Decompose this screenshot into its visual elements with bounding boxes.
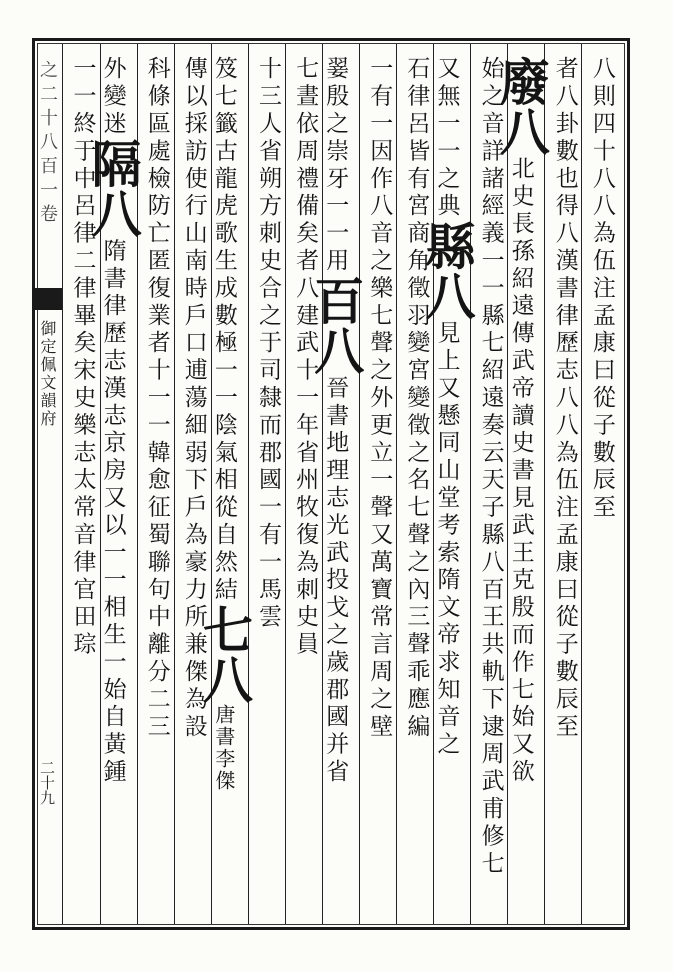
margin-book-title: 御定佩文韻府 (38, 320, 57, 428)
small-note: 唐書李傑 (211, 704, 236, 792)
text-column (138, 56, 176, 922)
text-column (194, 56, 254, 922)
headword: 隔八 (83, 138, 143, 239)
text-column (286, 56, 324, 922)
headword: 百八 (306, 275, 366, 376)
column-text: 始之音詳諸經義一一縣七紹遠奏云天子縣八百王共軌下逮周武甫修七 (477, 56, 504, 878)
text-column (583, 56, 621, 922)
column-text: 翣殷之崇牙一一用 (322, 56, 349, 276)
headword: 廢八 (491, 56, 551, 156)
column-text: 晉書地理志光武投戈之歲郡國并省 (322, 375, 349, 787)
margin-volume-label: 之二十八百一卷 (37, 60, 58, 228)
headword: 七八 (194, 604, 254, 704)
column-text: 隋書律歷志漢志京房又以一一相生一始自黃鍾 (99, 238, 126, 787)
text-column (83, 56, 143, 922)
text-column (249, 56, 287, 922)
column-text: 北史長孫紹遠傳武帝讀史書見武王克殷而作七始又欲 (507, 156, 534, 787)
text-column (472, 56, 510, 922)
text-column (360, 56, 398, 922)
column-text: 又無一一之典 (433, 56, 460, 221)
column-text: 一有一因作八音之樂七聲之外更立一聲又萬寶常言周之壁 (366, 56, 393, 741)
column-text: 一一終于中呂律二律畢矣宋史樂志太常音律官田琮 (69, 56, 96, 659)
text-column (397, 56, 435, 922)
text-column (417, 56, 477, 922)
folio-number: 二十九 (38, 760, 56, 805)
column-text: 七晝依周禮備矣者八建武十一年省州牧復為刺史員 (292, 56, 319, 659)
column-text: 者八卦數也得八漢書律歷志八八為伍注孟康曰從子數辰至 (551, 56, 578, 741)
text-column (491, 56, 551, 922)
column-text: 傳以採訪使行山南時戶口逋蕩細弱下戶為豪力所兼傑為設 (180, 56, 207, 741)
column-text: 石律呂皆有宮商角徵羽變宮變徵之名七聲之內三聲乖應編 (403, 56, 430, 741)
text-column (546, 56, 584, 922)
column-text: 外變迷 (99, 56, 126, 139)
column-text: 科條區處檢防亡匿復業者十一一韓愈征蜀聯句中離分二三 (143, 56, 170, 741)
column-text: 笈七籤古龍虎歌生成數極一一陰氣相從自然結 (210, 56, 237, 604)
text-column (306, 56, 366, 922)
text-column (64, 56, 102, 922)
fish-tail-mark (32, 288, 62, 310)
column-text: 十三人省朔方刺史合之于司隸而郡國一有一馬雲 (255, 56, 281, 632)
text-column (175, 56, 213, 922)
headword: 縣八 (417, 220, 477, 321)
column-text: 八則四十八八為伍注孟康曰從子數辰至 (588, 56, 615, 522)
column-text: 見上又懸同山堂考索隋文帝求知音之 (433, 320, 460, 759)
